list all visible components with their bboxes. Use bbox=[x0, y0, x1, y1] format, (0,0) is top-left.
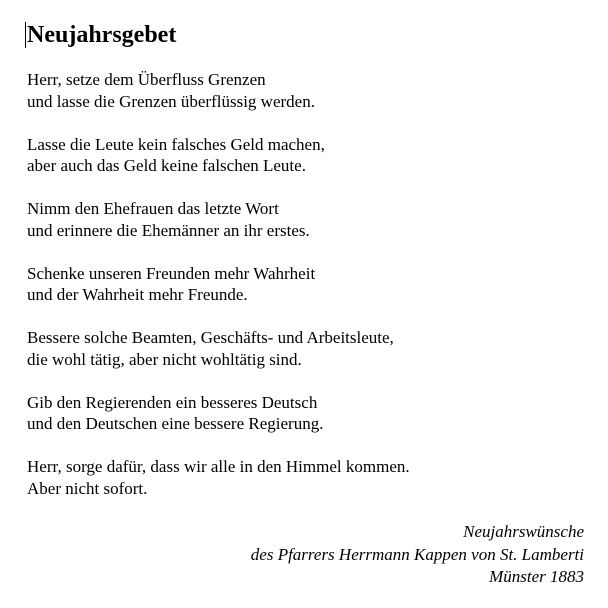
page-title: Neujahrsgebet bbox=[27, 22, 177, 48]
stanza-line: und der Wahrheit mehr Freunde. bbox=[27, 285, 248, 304]
stanza-line: und erinnere die Ehemänner an ihr erstes. bbox=[27, 220, 310, 240]
signature-line: Neujahrswünsche bbox=[463, 522, 584, 541]
stanza bbox=[27, 327, 587, 370]
stanza-line: Lasse die Leute kein falsches Geld machen, bbox=[27, 134, 325, 154]
stanza-line: Bessere solche Beamten, Geschäfts- und Arbeitsleute, bbox=[27, 328, 394, 347]
stanza bbox=[27, 134, 587, 177]
stanza bbox=[27, 198, 587, 241]
stanza bbox=[27, 69, 587, 112]
stanza bbox=[27, 456, 587, 499]
stanza-line: die wohl tätig, aber nicht wohltätig sind. bbox=[27, 349, 302, 369]
stanza-line: Gib den Regierenden ein besseres Deutsch bbox=[27, 392, 318, 412]
signature-block bbox=[251, 521, 584, 589]
stanza-line: und lasse die Grenzen überflüssig werden. bbox=[27, 91, 315, 111]
stanza bbox=[27, 392, 587, 435]
stanza-line: und den Deutschen eine bessere Regierung. bbox=[27, 414, 324, 433]
stanza-line: Aber nicht sofort. bbox=[27, 478, 148, 498]
stanza-line: Nimm den Ehefrauen das letzte Wort bbox=[27, 199, 279, 218]
stanza bbox=[27, 263, 587, 306]
stanza-line: Herr, sorge dafür, dass wir alle in den Himmel kommen. bbox=[27, 457, 410, 476]
stanza-line: aber auch das Geld keine falschen Leute. bbox=[27, 156, 306, 175]
signature-line: Münster 1883 bbox=[489, 567, 584, 586]
stanza-line: Herr, setze dem Überfluss Grenzen bbox=[27, 70, 266, 89]
stanza-line: Schenke unseren Freunden mehr Wahrheit bbox=[27, 263, 316, 283]
text-cursor bbox=[25, 22, 26, 48]
poem-body bbox=[27, 69, 587, 521]
signature-line: des Pfarrers Herrmann Kappen von St. Lamberti bbox=[250, 544, 584, 564]
